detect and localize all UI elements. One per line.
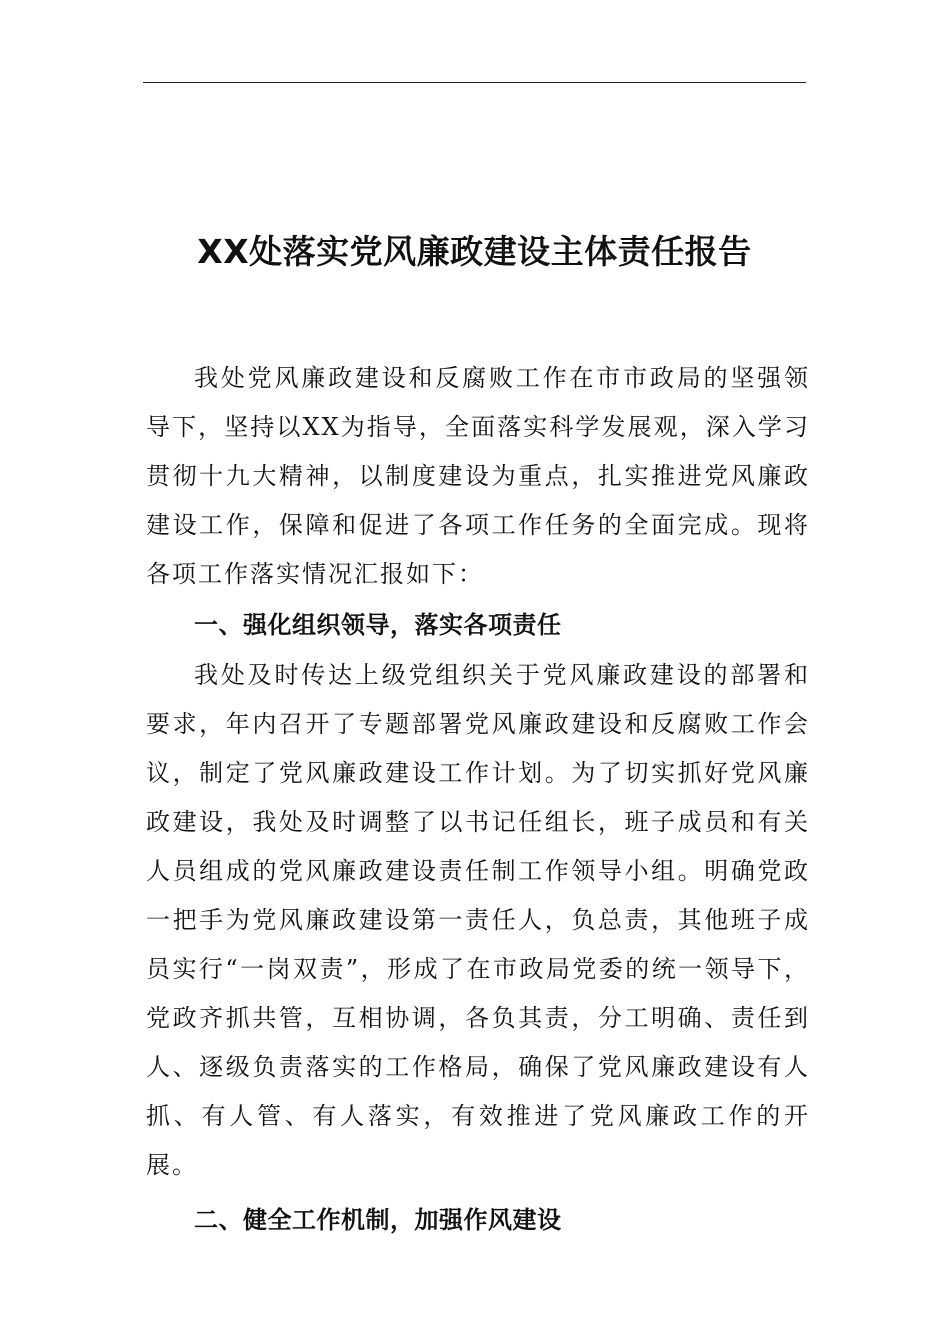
section-1-paragraph: 我处及时传达上级党组织关于党风廉政建设的部署和要求，年内召开了专题部署党风廉政建设和反腐败工作会议，制定了党风廉政建设工作计划。为了切实抓好党风廉政建设，我处及时调整了以书记任组长，班子成员和有关人员组成的党风廉政建设责任制工作领导小组。明确党政一把手为党风廉政建设第一责任人，负总责，其他班子成员实行“一岗双责”，形成了在市政局党委的统一领导下，党政齐抓共管，互相协调，各负其责，分工明确、责任到人、逐级负责落实的工作格局，确保了党风廉政建设有人抓、有人管、有人落实，有效推进了党风廉政工作的开展。 xyxy=(146,661,810,1179)
document-body xyxy=(146,354,810,1246)
section-heading-1: 一、强化组织领导，落实各项责任 xyxy=(194,611,562,639)
section-heading-2: 二、健全工作机制，加强作风建设 xyxy=(194,1206,562,1234)
header-rule xyxy=(143,82,806,83)
intro-paragraph: 我处党风廉政建设和反腐败工作在市市政局的坚强领导下，坚持以XX为指导，全面落实科学发展观，深入学习贯彻十九大精神，以制度建设为重点，扎实推进党风廉政建设工作，保障和促进了各项工作任务的全面完成。现将各项工作落实情况汇报如下： xyxy=(146,364,810,588)
document-title: XX处落实党风廉政建设主体责任报告 xyxy=(197,232,752,271)
